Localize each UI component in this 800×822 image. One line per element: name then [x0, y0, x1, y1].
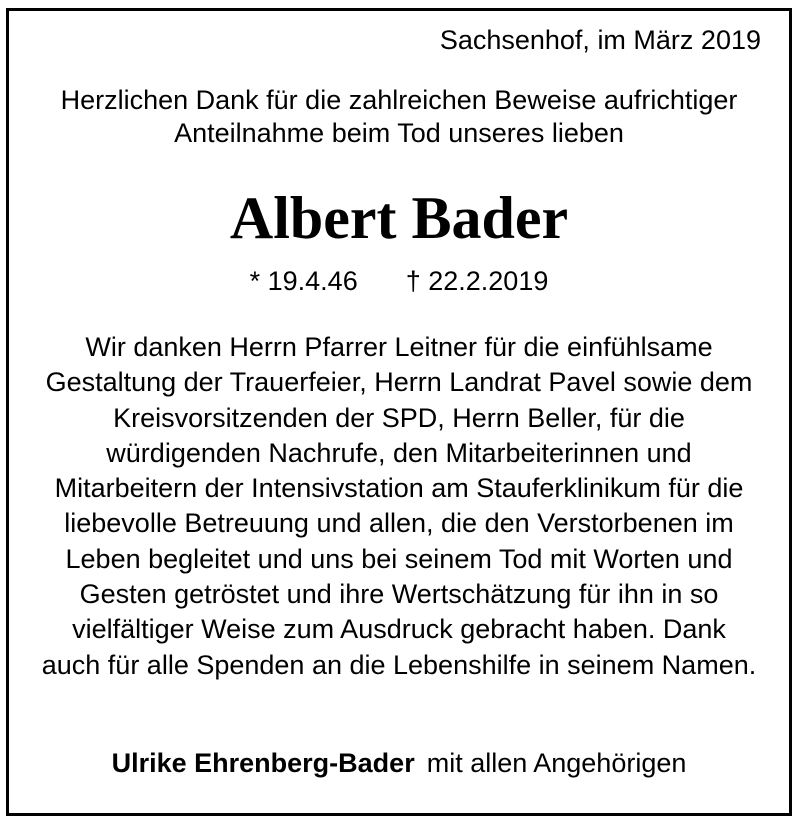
thanks-line: vielfältiger Weise zum Ausdruck gebracht haben. Dank: [72, 614, 726, 645]
death-date: † 22.2.2019: [405, 266, 549, 296]
intro-line: Anteilnahme beim Tod unseres lieben: [174, 118, 624, 148]
thanks-line: würdigenden Nachrufe, den Mitarbeiterinnen und: [106, 437, 692, 468]
thanks-line: Wir danken Herrn Pfarrer Leitner für die einfühlsame: [85, 332, 713, 362]
life-dates: [9, 263, 789, 299]
thanks-line: Leben begleitet und uns bei seinem Tod mit Worten und: [65, 543, 733, 574]
signature-suffix: mit allen Angehörigen: [426, 748, 687, 778]
place-date: Sachsenhof, im März 2019: [439, 25, 761, 55]
obituary-notice: [6, 8, 792, 816]
thanks-line: Kreisvorsitzenden der SPD, Herrn Beller, für die: [113, 402, 685, 433]
intro-line: Herzlichen Dank für die zahlreichen Beweise aufrichtiger: [60, 85, 738, 115]
thanks-line: liebevolle Betreuung und allen, die den Verstorbenen im: [64, 508, 734, 539]
signature-name: Ulrike Ehrenberg-Bader: [111, 748, 415, 778]
signature: [9, 745, 789, 781]
thanks-text: [9, 330, 789, 683]
thanks-line: Gesten getröstet und ihre Wertschätzung für ihn in so: [79, 579, 719, 610]
thanks-line: auch für alle Spenden an die Lebenshilfe in seinem Namen.: [41, 649, 757, 680]
intro-text: [9, 84, 789, 150]
thanks-line: Gestaltung der Trauerfeier, Herrn Landrat Pavel sowie dem: [45, 367, 753, 398]
thanks-line: Mitarbeitern der Intensivstation am Stauferklinikum für die: [54, 473, 744, 504]
birth-date: * 19.4.46: [249, 266, 358, 296]
deceased-name: Albert Bader: [229, 185, 569, 251]
